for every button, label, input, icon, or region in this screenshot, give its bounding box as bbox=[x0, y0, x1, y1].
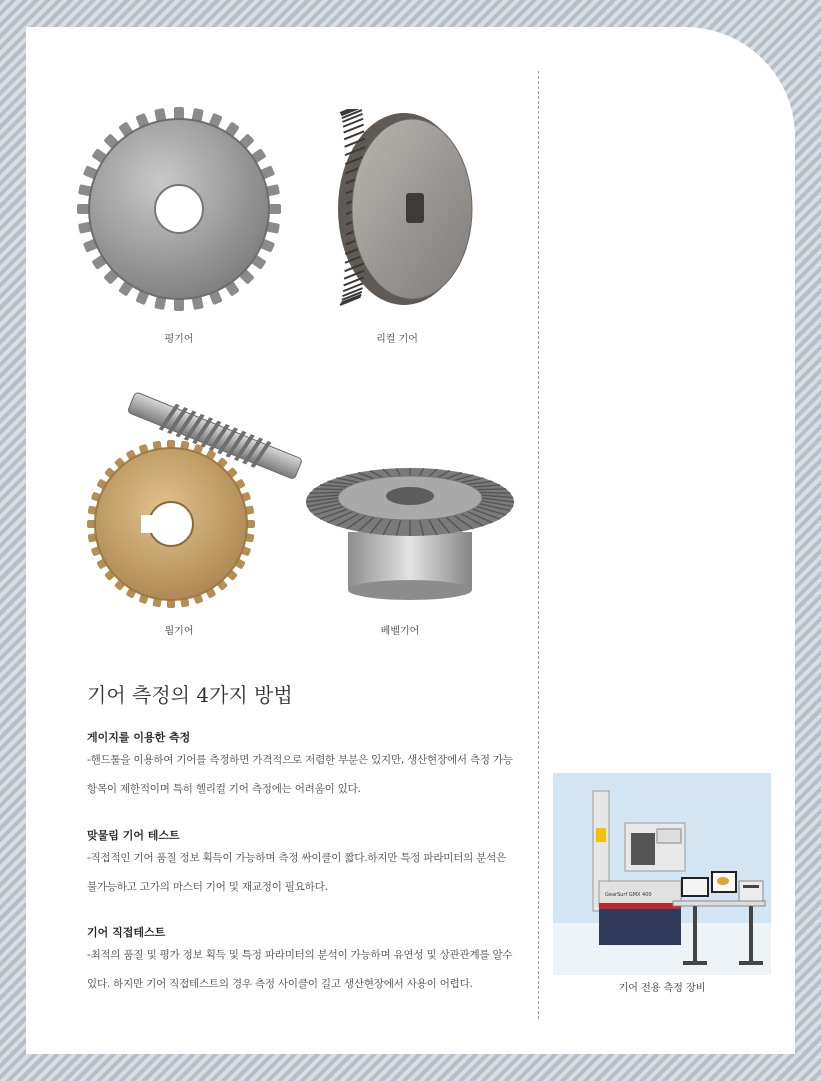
page-panel bbox=[26, 27, 795, 1054]
method-description: -최적의 품질 및 평가 정보 획득 및 특정 파라미터의 분석이 가능하며 유연성 및 상관관계를 알수 있다. 하지만 기어 직접테스트의 경우 측정 사이클이 길고 생산현장에서 사용이 어렵다. bbox=[87, 949, 513, 990]
section-title: 기어 측정의 4가지 방법 bbox=[87, 683, 293, 707]
gear-caption: 웜기어 bbox=[164, 626, 194, 637]
machine-caption: 기어 전용 측정 장비 bbox=[618, 983, 706, 994]
method-description: -핸드툴을 이용하여 기어를 측정하면 가격적으로 저렴한 부분은 있지만, 생산현장에서 측정 가능 항목이 제한적이며 특히 헬리컬 기어 측정에는 어려움이 있다. bbox=[87, 754, 513, 795]
measuring-machine-photo bbox=[553, 773, 771, 975]
method-title: 게이지를 이용한 측정 bbox=[87, 731, 191, 744]
method-title: 맞물림 기어 테스트 bbox=[87, 829, 180, 842]
worm-gear-icon bbox=[86, 379, 306, 609]
gear-caption: 평기어 bbox=[164, 334, 194, 345]
method-description: -직접적인 기어 품질 정보 획득이 가능하며 측정 싸이클이 짧다.하지만 특정 파라미터의 분석은 불가능하고 고가의 마스터 기어 및 재교정이 필요하다. bbox=[87, 852, 507, 893]
gear-caption: 리컬 기어 bbox=[376, 334, 418, 345]
measuring-machine-icon bbox=[553, 773, 771, 975]
helical-gear-icon bbox=[326, 109, 476, 309]
machine-model-label: GearSurf GMX 400 bbox=[605, 892, 652, 898]
method-title: 기어 직접테스트 bbox=[87, 926, 166, 939]
column-divider bbox=[538, 71, 539, 1019]
spur-gear-icon bbox=[74, 104, 284, 314]
gear-caption: 베벨기어 bbox=[380, 626, 420, 637]
bevel-gear-icon bbox=[304, 462, 516, 602]
